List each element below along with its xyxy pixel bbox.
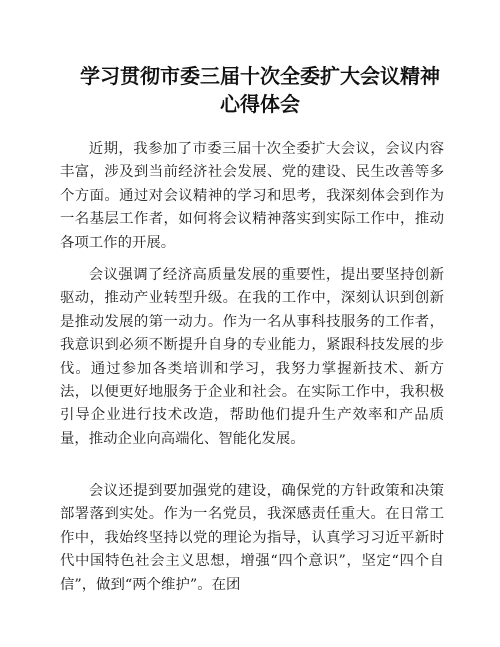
paragraph-3: 会议还提到要加强党的建设，确保党的方针政策和决策部署落到实处。作为一名党员，我深感责任重大。在日常工作中，我始终坚持以党的理论为指导，认真学习习近平新时代中国特色社会主义思想，增强“四个意识”，坚定“四个自信”，做到“两个维护”。在团: [60, 483, 444, 593]
paragraph-2: 会议强调了经济高质量发展的重要性，提出要坚持创新驱动，推动产业转型升级。在我的工作中，深刻认识到创新是推动发展的第一动力。作为一名从事科技服务的工作者，我意识到必须不断提升自身的专业能力，紧跟科技发展的步伐。通过参加各类培训和学习，我努力掌握新技术、新方法，以便更好地服务于企业和社会。在实际工作中，我积极引导企业进行技术改造，帮助他们提升生产效率和产品质量，推动企业向高端化、智能化发展。: [60, 267, 444, 447]
paragraph-1: 近期，我参加了市委三届十次全委扩大会议，会议内容丰富，涉及到当前经济社会发展、党的建设、民生改善等多个方面。通过对会议精神的学习和思考，我深刻体会到作为一名基层工作者，如何将会议精神落实到实际工作中，推动各项工作的开展。: [60, 141, 444, 251]
title-line-1: 学习贯彻市委三届十次全委扩大会议精神: [80, 64, 440, 88]
title-line-2: 心得体会: [220, 92, 300, 116]
document-title: [60, 62, 460, 118]
